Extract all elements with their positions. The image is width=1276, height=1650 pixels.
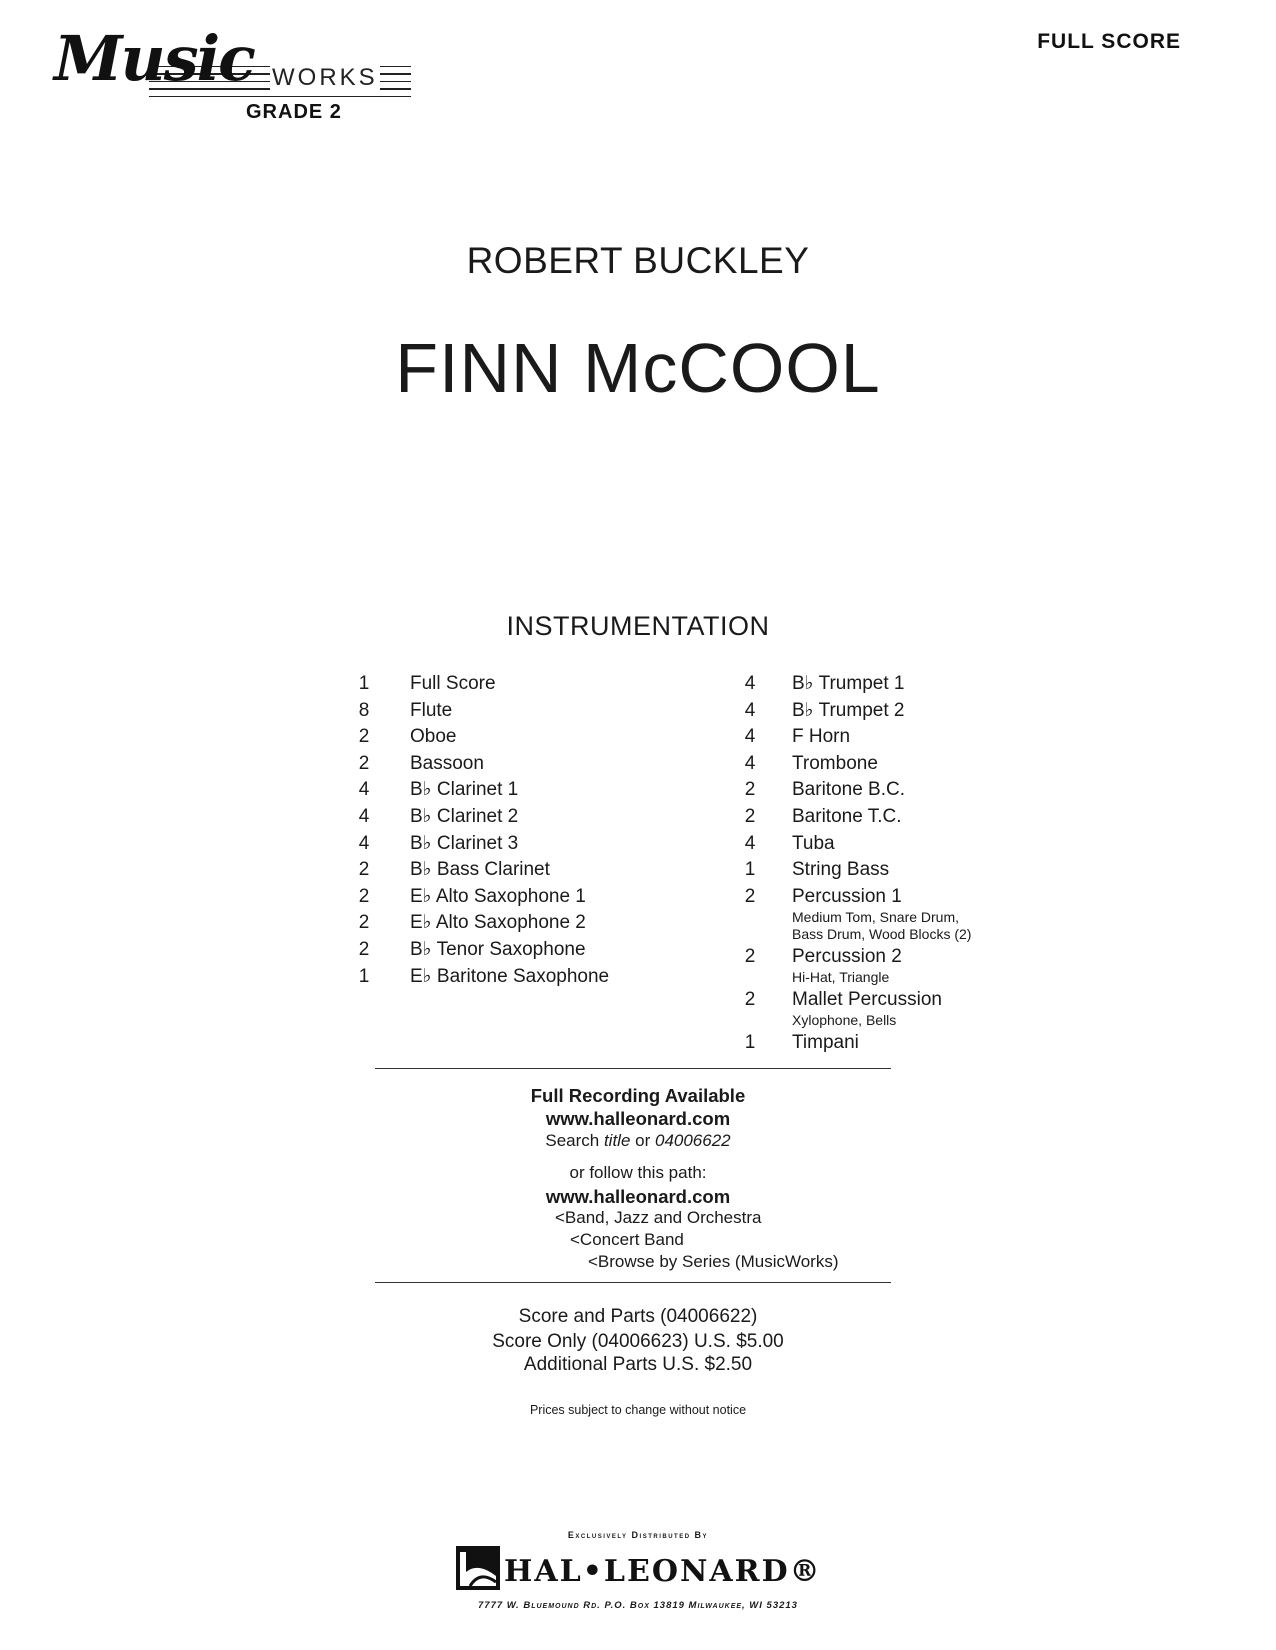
instrument-qty: 4 [744, 673, 756, 694]
full-score-label: FULL SCORE [1037, 30, 1181, 53]
instrument-qty: 2 [358, 912, 370, 934]
instrument-detail [792, 969, 889, 986]
path-step-concert: <Concert Band [570, 1230, 684, 1249]
instrument-name: Flute [410, 699, 453, 721]
instrument-qty: 4 [358, 832, 370, 854]
recording-search [0, 1131, 1276, 1151]
instrument-row [352, 698, 732, 725]
path-step-band: <Band, Jazz and Orchestra [555, 1208, 762, 1227]
instrument-qty: 2 [744, 988, 756, 1010]
instrument-row [734, 751, 1034, 778]
instrument-detail [792, 1012, 896, 1029]
instrument-row [734, 698, 1034, 725]
instrument-qty: 2 [358, 859, 370, 881]
instrument-name: Mallet Percussion [792, 988, 942, 1010]
instrument-detail-line: Bass Drum, Wood Blocks (2) [792, 925, 972, 942]
instrumentation-right-column [734, 671, 1034, 1056]
instrument-row [734, 884, 1034, 944]
recording-url[interactable]: www.halleonard.com [545, 1108, 731, 1129]
instrument-row [352, 777, 732, 804]
instrument-name: Baritone B.C. [792, 779, 905, 801]
instrument-row [352, 751, 732, 778]
instrumentation-left-column [352, 671, 732, 990]
instrument-name: Percussion 1 [792, 885, 902, 907]
instrument-row [352, 804, 732, 831]
instrument-name: Percussion 2 [792, 945, 902, 967]
instrument-row [352, 724, 732, 751]
search-number: 04006622 [654, 1131, 731, 1150]
instrument-row [352, 910, 732, 937]
instrument-name: Baritone T.C. [792, 805, 902, 827]
instrument-qty: 1 [358, 673, 370, 694]
instrument-qty: 1 [358, 965, 370, 987]
instrument-qty: 2 [744, 779, 756, 801]
divider-bottom [375, 1282, 891, 1283]
instrument-row [734, 777, 1034, 804]
instrument-name: Tuba [792, 832, 835, 854]
grade-label: GRADE 2 [246, 101, 342, 123]
price-notice: Prices subject to change without notice [529, 1403, 747, 1417]
instrument-qty: 1 [744, 1031, 756, 1053]
instrument-row [734, 987, 1034, 1030]
instrument-row [352, 857, 732, 884]
instrument-qty: 4 [744, 752, 756, 774]
instrument-detail-line: Xylophone, Bells [792, 1011, 897, 1028]
instrument-row [352, 671, 732, 698]
logo-works: WORKS [272, 64, 378, 91]
search-title-word: title [603, 1131, 631, 1150]
instrument-name: B♭ Clarinet 2 [410, 805, 519, 827]
instrument-qty: 8 [358, 699, 370, 721]
divider-top [375, 1068, 891, 1069]
instrument-name: B♭ Clarinet 1 [410, 779, 519, 801]
instrument-row [734, 831, 1034, 858]
musicworks-logo [54, 22, 378, 128]
instrument-name: String Bass [792, 859, 890, 881]
instrument-detail-line: Medium Tom, Snare Drum, [792, 908, 960, 925]
hal-leonard-logo [456, 1546, 836, 1590]
path-url[interactable]: www.halleonard.com [545, 1186, 731, 1207]
instrument-row [352, 884, 732, 911]
instrument-row [734, 944, 1034, 987]
price-additional-parts: Additional Parts U.S. $2.50 [523, 1354, 753, 1375]
instrument-name: B♭ Trumpet 1 [792, 673, 905, 694]
instrument-qty: 4 [744, 726, 756, 748]
instrument-detail-line: Hi-Hat, Triangle [792, 968, 890, 985]
instrument-row [734, 724, 1034, 751]
instrument-name: E♭ Alto Saxophone 1 [410, 885, 586, 907]
instrument-row [734, 1030, 1034, 1057]
instrument-qty: 2 [744, 805, 756, 827]
hal-leonard-mark-icon [456, 1546, 500, 1590]
instrument-qty: 2 [744, 885, 756, 907]
instrument-name: B♭ Clarinet 3 [410, 832, 519, 854]
instrument-qty: 2 [358, 726, 370, 748]
follow-path-label: or follow this path: [569, 1163, 707, 1182]
instrument-detail [792, 909, 971, 943]
instrument-name: E♭ Alto Saxophone 2 [410, 912, 586, 934]
instrument-name: Trombone [792, 752, 878, 774]
instrument-qty: 1 [744, 859, 756, 881]
instrumentation-heading: INSTRUMENTATION [506, 611, 770, 641]
logo-script: Music [54, 22, 254, 95]
search-prefix: Search [545, 1131, 604, 1150]
search-or: or [630, 1131, 655, 1150]
hal-leonard-wordmark: HAL•LEONARD® [504, 1554, 822, 1589]
instrument-name: Timpani [792, 1031, 859, 1053]
price-score-and-parts: Score and Parts (04006622) [518, 1306, 758, 1327]
instrument-qty: 4 [358, 805, 370, 827]
instrument-row [734, 804, 1034, 831]
distributed-by: Exclusively Distributed By [567, 1530, 709, 1540]
instrument-qty: 2 [358, 885, 370, 907]
piece-title: FINN McCOOL [395, 329, 881, 407]
publisher-address: 7777 W. Bluemound Rd. P.O. Box 13819 Milwaukee, WI 53213 [478, 1600, 798, 1611]
composer-name: ROBERT BUCKLEY [466, 240, 810, 281]
instrument-name: B♭ Tenor Saxophone [410, 938, 586, 960]
instrument-qty: 2 [744, 945, 756, 967]
instrument-qty: 4 [744, 832, 756, 854]
price-score-only: Score Only (04006623) U.S. $5.00 [492, 1331, 784, 1352]
instrument-name: B♭ Trumpet 2 [792, 699, 905, 721]
instrument-row [352, 831, 732, 858]
instrument-row [734, 671, 1034, 698]
instrument-name: Bassoon [410, 752, 484, 774]
instrument-name: F Horn [792, 726, 851, 748]
instrument-name: B♭ Bass Clarinet [410, 859, 550, 881]
instrument-qty: 2 [358, 938, 370, 960]
instrument-row [352, 964, 732, 991]
instrument-qty: 4 [358, 779, 370, 801]
path-step-series: <Browse by Series (MusicWorks) [588, 1252, 839, 1271]
instrument-qty: 2 [358, 752, 370, 774]
instrument-row [734, 857, 1034, 884]
instrument-qty: 4 [744, 699, 756, 721]
instrument-name: E♭ Baritone Saxophone [410, 965, 610, 987]
instrument-row [352, 937, 732, 964]
instrument-name: Oboe [410, 726, 457, 748]
recording-title: Full Recording Available [530, 1085, 746, 1106]
instrument-name: Full Score [410, 673, 496, 694]
